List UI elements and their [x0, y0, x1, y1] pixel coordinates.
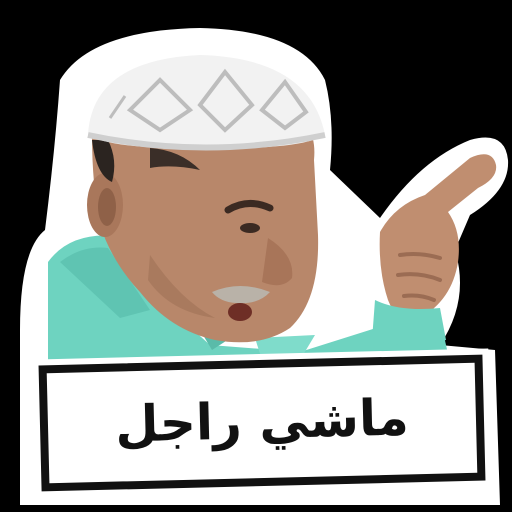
caption-box — [39, 355, 486, 492]
caption-text: ماشي راجل — [114, 388, 410, 454]
